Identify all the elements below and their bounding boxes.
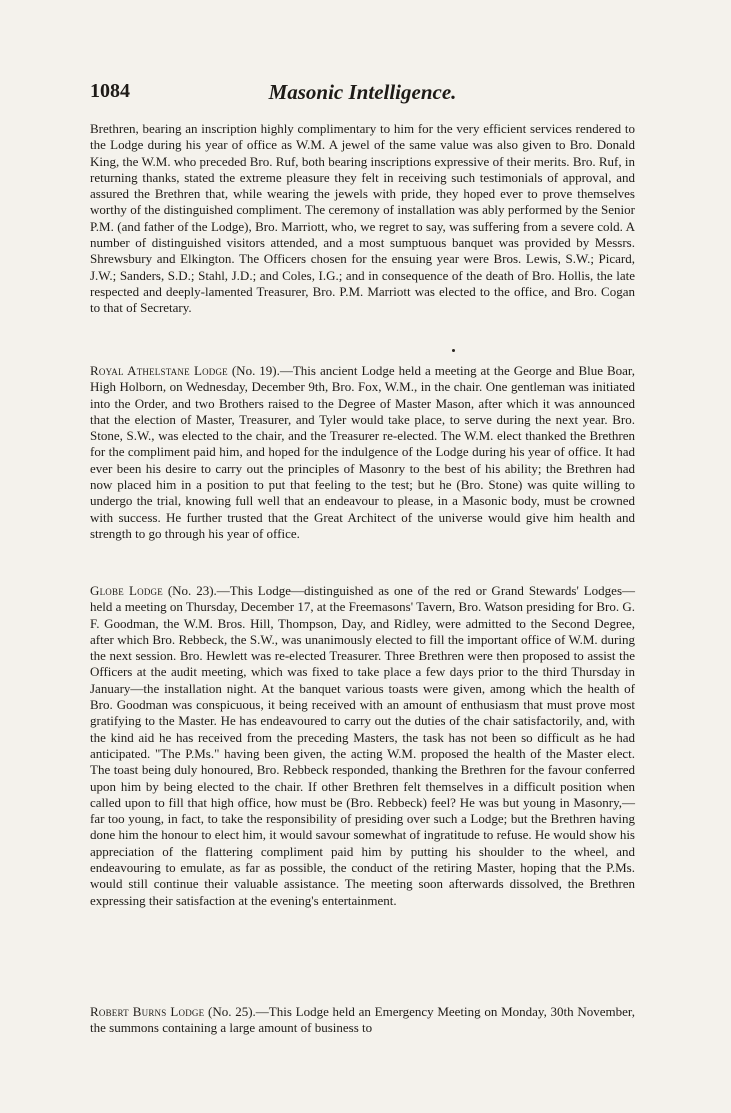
lodge-name: Royal Athelstane Lodge: [90, 363, 228, 378]
page-number: 1084: [90, 80, 130, 102]
paragraph-royal-athelstane-lodge: [90, 363, 635, 542]
paragraph-installation: [90, 121, 635, 317]
lodge-name: Globe Lodge: [90, 583, 163, 598]
decorative-dot: [452, 349, 455, 352]
paragraph-text: (No. 25).—This Lodge held an Emergency Meeting on Monday, 30th November, the summons containing a large amount of business to: [90, 1004, 635, 1036]
page-header: [90, 80, 635, 110]
running-title: Masonic Intelligence.: [268, 80, 457, 104]
paragraph-text: (No. 23).—This Lodge—distinguished as one of the red or Grand Stewards' Lodges—held a meeting on Thursday, December 17, at the Freemasons' Tavern, Bro. Watson presiding for Bro. G. F. Goodman, the W.M. Bros. Hill, Thompson, Day, and Ridley, were admitted to the Second Degree, after which Bro. Rebbeck, the S.W., was unanimously elected to fill the important office of W.M. during the next session. Bro. Hewlett was re-elected Treasurer. Three Brethren were then proposed to assist the Officers at the audit meeting, which was fixed to take place a few days prior to the third Thursday in January—the installation night. At the banquet various toasts were given, among which the health of Bro. Goodman was conspicuous, it being received with an amount of enthusiasm that must prove most gratifying to the Master. He has endeavoured to carry out the duties of the chair satisfactorily, and, with the kind aid he has received from the preceding Masters, the task has not been so difficult as he had anticipated. "The P.Ms." having been given, the acting W.M. proposed the health of the Master elect. The toast being duly honoured, Bro. Rebbeck responded, thanking the Brethren for the favour conferred upon him by being elected to the chair. If other Brethren felt themselves in a difficult position when called upon to fill that high office, how must be (Bro. Rebbeck) feel? He was but young in Masonry,—far too young, in fact, to take the responsibility of presiding over such a Lodge; but the Brethren having done him the honour to elect him, it would savour somewhat of ingratitude to refuse. He would show his appreciation of the flattering compliment paid him by putting his shoulder to the wheel, and endeavouring to emulate, as far as possible, the conduct of the retiring Master, hoping that the P.Ms. would still continue their valuable assistance. The meeting soon afterwards dissolved, the Brethren expressing their satisfaction at the evening's entertainment.: [90, 583, 635, 908]
lodge-name: Robert Burns Lodge: [90, 1004, 205, 1019]
paragraph-text: (No. 19).—This ancient Lodge held a meeting at the George and Blue Boar, High Holborn, on Wednesday, December 9th, Bro. Fox, W.M., in the chair. One gentleman was initiated into the Order, and two Brothers raised to the Degree of Master Mason, after which it was announced that the election of Master, Treasurer, and Tyler would take place, to serve during the next year. Bro. Stone, S.W., was elected to the chair, and the Treasurer re-elected. The W.M. elect thanked the Brethren for the compliment paid him, and hoped for the indulgence of the Lodge during his year of office. It had ever been his desire to carry out the principles of Masonry to the best of his ability; the Brethren had now placed him in a position to put that feeling to the test; but he (Bro. Stone) was quite willing to undergo the trial, knowing full well that an endeavour to please, in a Masonic body, must be crowned with success. He further trusted that the Great Architect of the universe would give him health and strength to go through his year of office.: [90, 363, 635, 541]
paragraph-text: Brethren, bearing an inscription highly complimentary to him for the very efficient services rendered to the Lodge during his year of office as W.M. A jewel of the same value was also given to Bro. Donald King, the W.M. who preceded Bro. Ruf, both bearing inscriptions expressive of their merits. Bro. Ruf, in returning thanks, stated the extreme pleasure they felt in receiving such testimonials of approval, and assured the Brethren that, while wearing the jewels with pride, they hoped ever to prove themselves worthy of the distinguished compliment. The ceremony of installation was ably performed by the Senior P.M. (and father of the Lodge), Bro. Marriott, who, we regret to say, was suffering from a severe cold. A number of distinguished visitors attended, and a most sumptuous banquet was provided by Messrs. Shrewsbury and Elkington. The Officers chosen for the ensuing year were Bros. Lewis, S.W.; Picard, J.W.; Sanders, S.D.; Stahl, J.D.; and Coles, I.G.; and in consequence of the death of Bro. Hollis, the late respected and deeply-lamented Treasurer, Bro. P.M. Marriott was elected to the office, and Bro. Cogan to that of Secretary.: [90, 121, 635, 316]
paragraph-robert-burns-lodge: [90, 1004, 635, 1037]
paragraph-globe-lodge: [90, 583, 635, 909]
